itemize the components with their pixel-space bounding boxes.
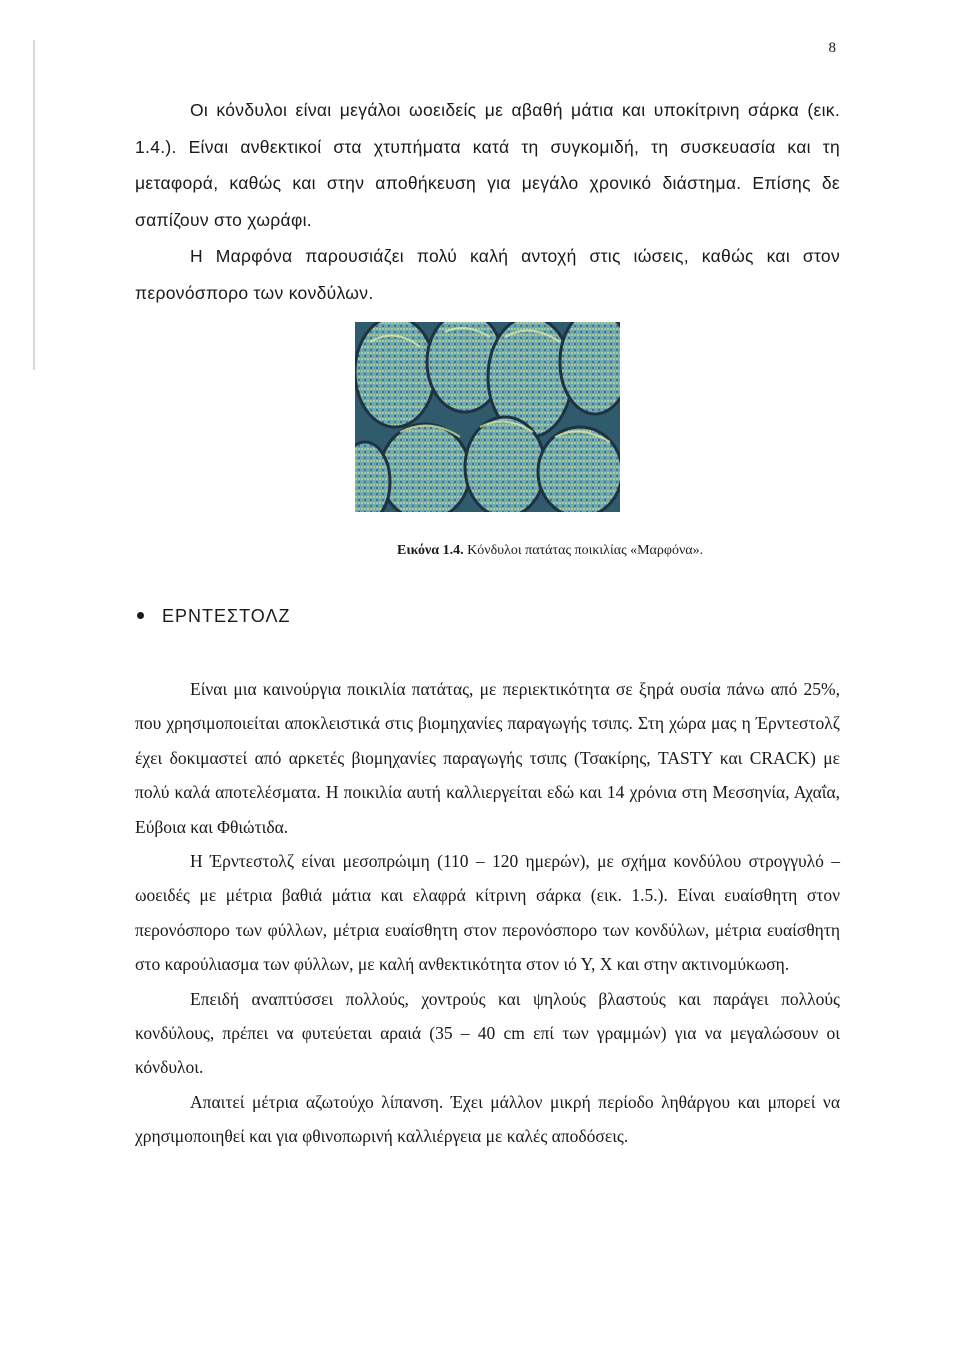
- variety-heading: [137, 606, 291, 627]
- caption-label: Εικόνα 1.4.: [397, 543, 464, 558]
- heading-text: ΕΡΝΤΕΣΤΟΛΖ: [162, 606, 291, 626]
- paragraph: Επειδή αναπτύσσει πολλούς, χοντρούς και ψηλούς βλαστούς και παράγει πολλούς κονδύλους, πρέπει να φυτεύεται αραιά (35 – 40 cm επί των γραμμών) για να μεγαλώσουν οι κόνδυλοι.: [135, 988, 840, 1078]
- potato-tubers-image: [355, 322, 620, 512]
- intro-text: [135, 92, 840, 311]
- paragraph: Είναι μια καινούργια ποικιλία πατάτας, με περιεκτικότητα σε ξηρά ουσία πάνω από 25%, που χρησιμοποιείται αποκλειστικά στις βιομηχανίες παραγωγής τσιπς. Στη χώρα μας η Έρντεστολζ έχει δοκιμαστεί από αρκετές βιομηχανίες παραγωγής τσιπς (Τσακίρης, TASTY και CRACK) με πολύ καλά αποτελέσματα. Η ποικιλία αυτή καλλιεργείται εδώ και 14 χρόνια στη Μεσσηνία, Αχαΐα, Εύβοια και Φθιώτιδα.: [135, 679, 840, 837]
- caption-text: Κόνδυλοι πατάτας ποικιλίας «Μαρφόνα».: [463, 543, 704, 558]
- paragraph: Η Έρντεστολζ είναι μεσοπρώιμη (110 – 120 ημερών), με σχήμα κονδύλου στρογγυλό – ωοειδές με μέτρια βαθιά μάτια και ελαφρά κίτρινη σάρκα (εικ. 1.5.). Είναι ευαίσθητη στον περονόσπορο των φύλλων, μέτρια ευαίσθητη στον περονόσπορο των κονδύλων, μέτρια ευαίσθητη στο καρούλιασμα των φύλλων, με καλή ανθεκτικότητα στον ιό Υ, Χ και στην ακτινομύκωση.: [135, 851, 840, 975]
- variety-description: [135, 672, 840, 1154]
- figure-caption: [397, 543, 703, 559]
- paragraph: Η Μαρφόνα παρουσιάζει πολύ καλή αντοχή στις ιώσεις, καθώς και στον περονόσπορο των κονδύλων.: [135, 246, 840, 303]
- bullet-icon: [137, 612, 144, 619]
- paragraph: Οι κόνδυλοι είναι μεγάλοι ωοειδείς με αβαθή μάτια και υποκίτρινη σάρκα (εικ. 1.4.). Είναι ανθεκτικοί στα χτυπήματα κατά τη συγκομιδή, τη συσκευασία και τη μεταφορά, καθώς και στην αποθήκευση για μεγάλο χρονικό διάστημα. Επίσης δε σαπίζουν στο χωράφι.: [135, 100, 840, 230]
- page-number: 8: [828, 40, 836, 56]
- tubers-illustration: [355, 322, 620, 512]
- scan-edge-line: [33, 40, 35, 370]
- paragraph: Απαιτεί μέτρια αζωτούχο λίπανση. Έχει μάλλον μικρή περίοδο ληθάργου και μπορεί να χρησιμοποιηθεί και για φθινοπωρινή καλλιέργεια με καλές αποδόσεις.: [135, 1091, 840, 1147]
